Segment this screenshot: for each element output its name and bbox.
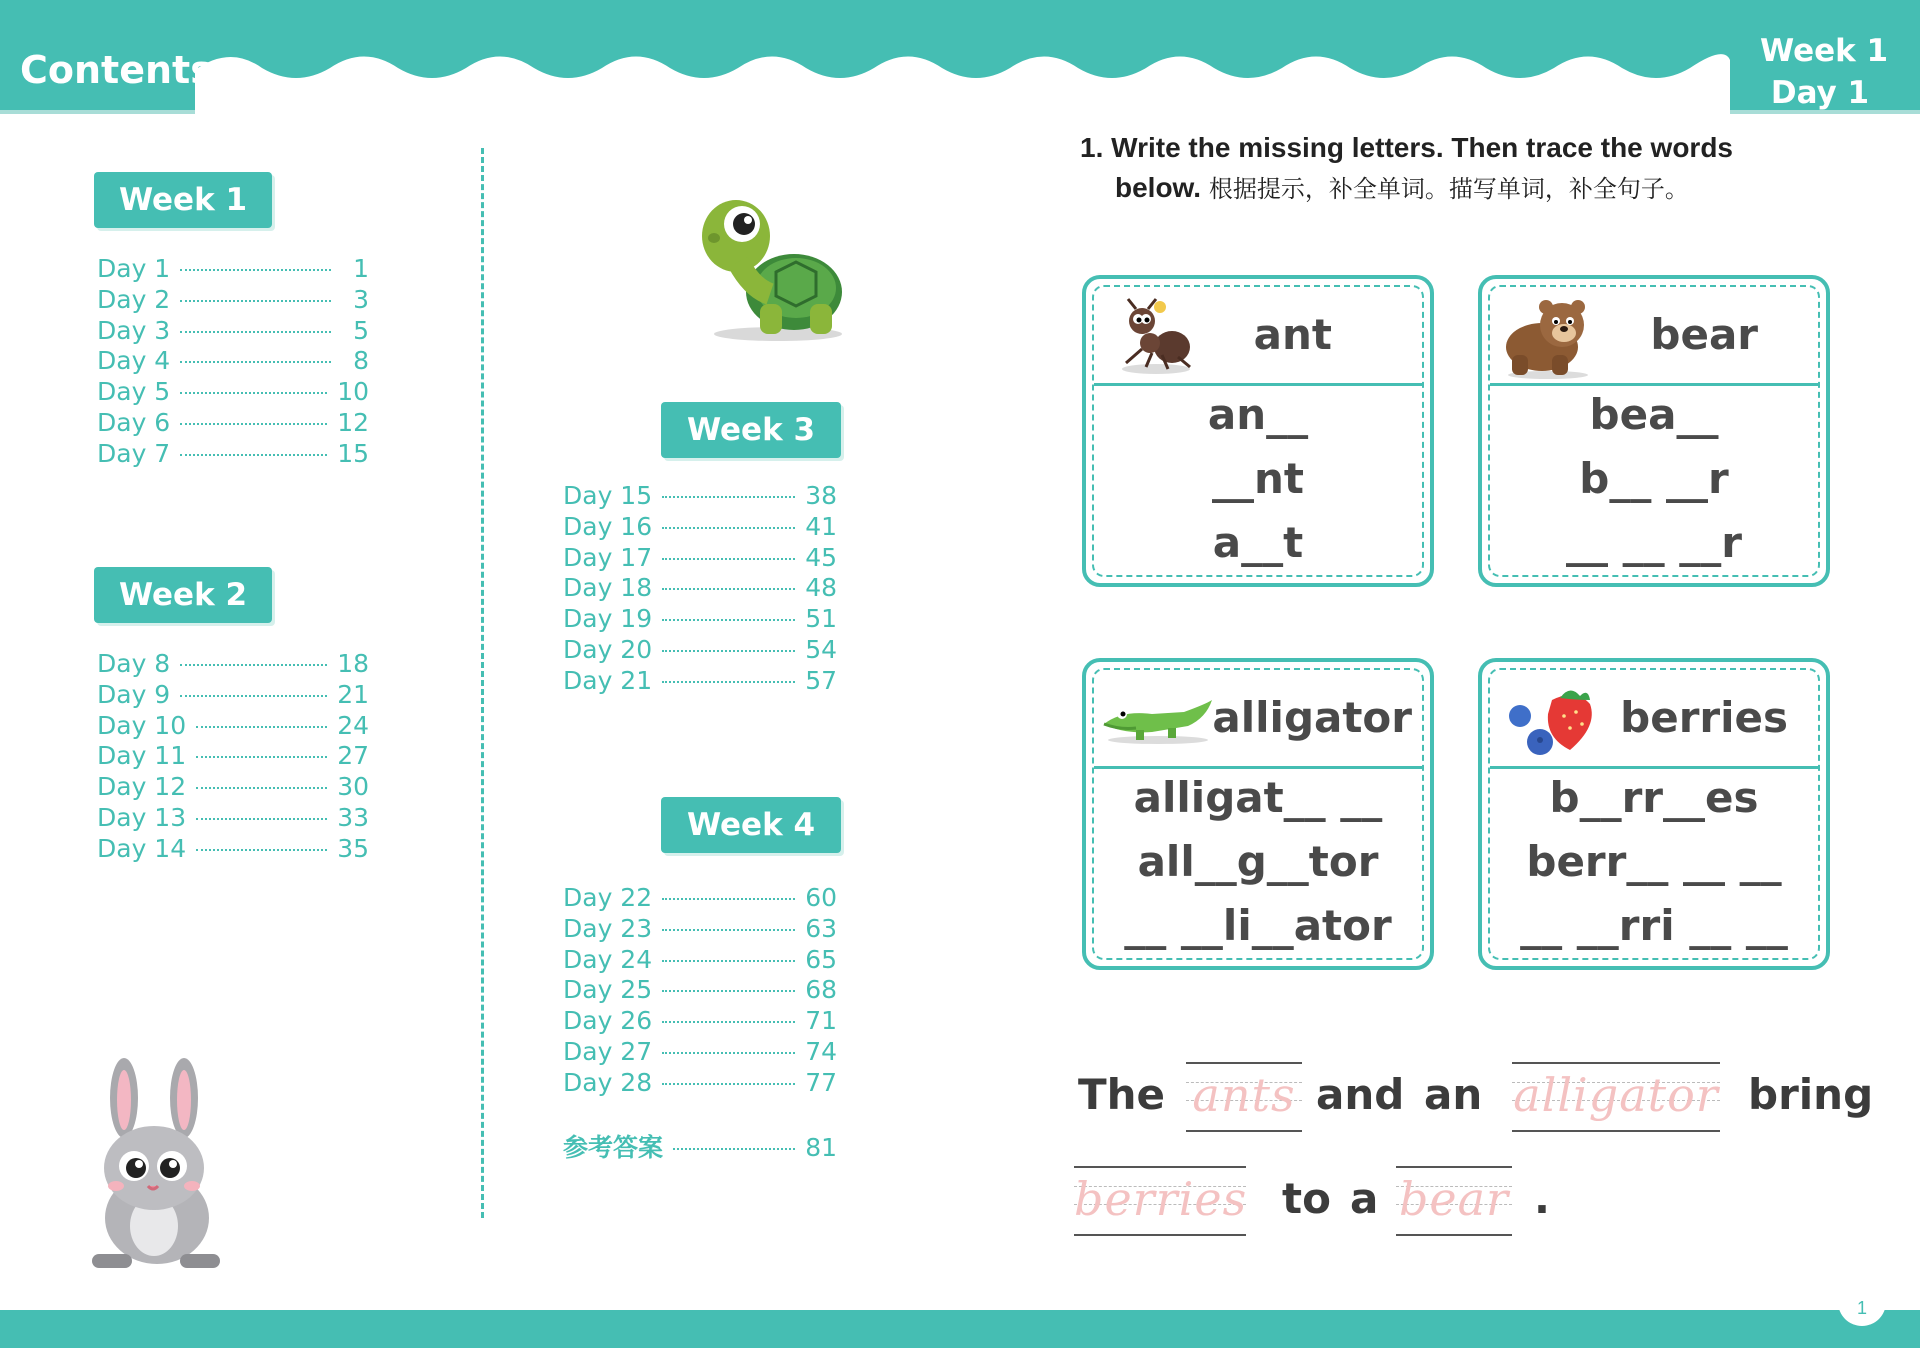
ant-icon — [1112, 297, 1202, 375]
toc-row[interactable] — [97, 439, 369, 470]
toc-leader — [662, 1021, 795, 1023]
sentence-word: and — [1316, 1070, 1405, 1119]
toc-day: Day 22 — [563, 883, 653, 912]
day-tag: Day 1 — [1770, 75, 1870, 111]
toc-page: 27 — [337, 741, 369, 771]
card-body — [1094, 383, 1422, 575]
sentence-word: to — [1282, 1174, 1331, 1223]
toc-day: Day 8 — [97, 649, 171, 678]
toc-row[interactable] — [563, 945, 837, 976]
toc-leader — [662, 1052, 795, 1054]
trace-blank[interactable] — [1512, 1062, 1720, 1132]
week4-list — [563, 883, 837, 1099]
toc-row[interactable] — [563, 604, 837, 635]
toc-page: 24 — [337, 710, 369, 740]
toc-page: 12 — [337, 407, 369, 437]
week1-list — [97, 254, 369, 470]
toc-leader — [662, 527, 795, 529]
toc-page: 35 — [337, 833, 369, 863]
instruction-text-2: below. — [1115, 172, 1202, 203]
toc-leader — [662, 558, 795, 560]
toc-page: 15 — [337, 438, 369, 468]
toc-page: 57 — [805, 665, 837, 695]
toc-day: Day 23 — [563, 913, 653, 943]
page-number: 1 — [1838, 1290, 1886, 1326]
fill-in-line[interactable]: a__t — [1212, 518, 1304, 567]
toc-page: 41 — [805, 511, 837, 541]
word-card-alligator — [1082, 658, 1434, 970]
toc-leader — [196, 849, 327, 851]
toc-row[interactable] — [563, 975, 837, 1006]
toc-page: 71 — [805, 1006, 837, 1036]
fill-in-line[interactable]: __ __rri __ __ — [1520, 901, 1788, 950]
toc-day: Day 14 — [97, 833, 187, 863]
toc-page: 45 — [805, 542, 837, 572]
week-day-tag — [1760, 30, 1889, 114]
toc-row[interactable] — [97, 649, 369, 680]
toc-page: 65 — [805, 944, 837, 974]
toc-row[interactable] — [97, 680, 369, 711]
toc-row[interactable] — [97, 316, 369, 347]
toc-day: Day 4 — [97, 346, 171, 376]
toc-page: 81 — [805, 1133, 837, 1162]
trace-blank[interactable] — [1074, 1166, 1246, 1236]
week-tag: Week 1 — [1760, 33, 1889, 69]
fill-in-line[interactable]: berr__ __ __ — [1526, 837, 1782, 886]
fill-in-line[interactable]: __nt — [1212, 454, 1304, 503]
toc-leader — [662, 496, 795, 498]
toc-row[interactable] — [97, 346, 369, 377]
toc-row[interactable] — [97, 803, 369, 834]
toc-page: 33 — [337, 802, 369, 832]
card-header — [1094, 670, 1422, 769]
card-frame — [1092, 668, 1424, 960]
toc-page: 18 — [337, 649, 369, 678]
week4-label: Week 4 — [661, 797, 841, 853]
toc-row[interactable] — [97, 772, 369, 803]
toc-page: 68 — [805, 975, 837, 1005]
toc-answers-label: 参考答案 — [563, 1133, 664, 1162]
exercise-number: 1. — [1080, 132, 1104, 163]
toc-day: Day 11 — [97, 741, 187, 771]
toc-row-answers[interactable] — [563, 1128, 837, 1162]
sentence-period: . — [1534, 1174, 1550, 1223]
instruction-text-cn: 根据提示，补全单词。描写单词，补全句子。 — [1208, 176, 1689, 203]
bear-icon — [1502, 295, 1598, 379]
toc-day: Day 17 — [563, 542, 653, 572]
toc-day: Day 16 — [563, 511, 653, 541]
toc-row[interactable] — [97, 408, 369, 439]
toc-leader — [662, 990, 795, 992]
toc-row[interactable] — [97, 834, 369, 865]
toc-page: 3 — [353, 284, 369, 314]
card-header — [1490, 670, 1818, 769]
header-band — [0, 0, 1920, 120]
toc-leader — [196, 787, 327, 789]
toc-page: 21 — [337, 679, 369, 709]
toc-row[interactable] — [563, 914, 837, 945]
toc-leader — [196, 818, 327, 820]
toc-page: 60 — [805, 883, 837, 912]
fill-in-line[interactable]: b__ __r — [1579, 454, 1729, 503]
toc-row[interactable] — [97, 285, 369, 316]
toc-day: Day 18 — [563, 573, 653, 603]
toc-page: 5 — [353, 315, 369, 345]
toc-row[interactable] — [563, 1068, 837, 1099]
toc-leader — [662, 929, 795, 931]
card-body — [1094, 766, 1422, 958]
rabbit-icon — [92, 1058, 222, 1270]
toc-page: 74 — [805, 1036, 837, 1066]
word-card-ant — [1082, 275, 1434, 587]
toc-day: Day 24 — [563, 944, 653, 974]
card-header — [1094, 287, 1422, 386]
answers-list — [563, 1128, 837, 1162]
toc-page: 63 — [805, 913, 837, 943]
toc-row[interactable] — [563, 512, 837, 543]
trace-word: berries — [1074, 1172, 1248, 1226]
toc-leader — [662, 1083, 795, 1085]
toc-page: 8 — [353, 346, 369, 376]
toc-leader — [662, 619, 795, 621]
turtle-icon — [700, 192, 848, 342]
exercise-instruction — [1080, 128, 1840, 210]
toc-leader — [662, 650, 795, 652]
fill-in-line[interactable]: an__ — [1207, 390, 1309, 439]
week2-list — [97, 649, 369, 865]
card-word: bear — [1650, 310, 1758, 359]
toc-day: Day 9 — [97, 679, 171, 709]
toc-day: Day 21 — [563, 665, 653, 695]
toc-leader — [196, 756, 327, 758]
toc-leader — [180, 300, 331, 302]
toc-leader — [180, 664, 327, 666]
toc-day: Day 25 — [563, 975, 653, 1005]
word-card-berries — [1478, 658, 1830, 970]
sentence-word: a — [1350, 1174, 1379, 1223]
toc-row[interactable] — [97, 741, 369, 772]
sentence-word: an — [1424, 1070, 1483, 1119]
fill-in-line[interactable]: __ __li__ator — [1124, 901, 1392, 950]
toc-leader — [662, 588, 795, 590]
toc-leader — [180, 392, 327, 394]
toc-leader — [180, 695, 327, 697]
toc-day: Day 13 — [97, 802, 187, 832]
toc-leader — [662, 681, 795, 683]
toc-leader — [180, 361, 331, 363]
trace-word: ants — [1192, 1068, 1296, 1122]
fill-in-line[interactable]: b__rr__es — [1549, 773, 1759, 822]
toc-leader — [180, 269, 331, 271]
toc-day: Day 19 — [563, 604, 653, 634]
toc-leader — [180, 331, 331, 333]
trace-word: alligator — [1513, 1068, 1719, 1122]
toc-row[interactable] — [563, 573, 837, 604]
footer-band — [0, 1310, 1920, 1348]
card-frame — [1488, 285, 1820, 577]
toc-day: Day 5 — [97, 377, 171, 407]
alligator-icon — [1102, 696, 1214, 746]
toc-row[interactable] — [563, 1037, 837, 1068]
week1-label: Week 1 — [94, 172, 272, 228]
toc-day: Day 20 — [563, 634, 653, 664]
toc-page: 48 — [805, 573, 837, 603]
toc-row[interactable] — [97, 254, 369, 285]
week2-label: Week 2 — [94, 567, 272, 623]
toc-row[interactable] — [97, 711, 369, 742]
toc-day: Day 3 — [97, 315, 171, 345]
toc-page: 1 — [353, 254, 369, 283]
toc-page: 38 — [805, 481, 837, 510]
card-header — [1490, 287, 1818, 386]
card-frame — [1488, 668, 1820, 960]
fill-in-line[interactable]: bea__ — [1589, 390, 1719, 439]
toc-row[interactable] — [563, 635, 837, 666]
toc-day: Day 15 — [563, 481, 653, 510]
toc-page: 30 — [337, 772, 369, 802]
trace-word: bear — [1398, 1172, 1510, 1226]
toc-row[interactable] — [563, 481, 837, 512]
fill-in-line[interactable]: alligat__ __ — [1133, 773, 1383, 822]
toc-day: Day 10 — [97, 710, 187, 740]
toc-row[interactable] — [563, 883, 837, 914]
card-body — [1490, 383, 1818, 575]
column-divider — [481, 148, 484, 1218]
word-card-bear — [1478, 275, 1830, 587]
instruction-text-1: Write the missing letters. Then trace the words — [1111, 132, 1733, 163]
fill-in-line[interactable]: all__g__tor — [1137, 837, 1379, 886]
toc-leader — [662, 898, 795, 900]
toc-leader — [180, 423, 327, 425]
trace-blank[interactable] — [1396, 1166, 1512, 1236]
toc-day: Day 6 — [97, 407, 171, 437]
week3-label: Week 3 — [661, 402, 841, 458]
toc-row[interactable] — [563, 1006, 837, 1037]
toc-row[interactable] — [97, 377, 369, 408]
toc-page: 51 — [805, 604, 837, 634]
contents-title: Contents — [20, 48, 213, 92]
berries-icon — [1506, 680, 1602, 760]
card-body — [1490, 766, 1818, 958]
toc-day: Day 1 — [97, 254, 171, 283]
week3-list — [563, 481, 837, 697]
toc-leader — [673, 1148, 795, 1150]
toc-page: 77 — [805, 1067, 837, 1097]
toc-day: Day 12 — [97, 772, 187, 802]
toc-leader — [196, 726, 327, 728]
toc-row[interactable] — [563, 543, 837, 574]
toc-day: Day 26 — [563, 1006, 653, 1036]
card-word: ant — [1253, 310, 1332, 359]
card-word: alligator — [1212, 693, 1412, 742]
toc-page: 54 — [805, 634, 837, 664]
toc-leader — [662, 960, 795, 962]
toc-page: 10 — [337, 377, 369, 407]
sentence-word: bring — [1748, 1070, 1874, 1119]
sentence-word: The — [1078, 1070, 1166, 1119]
toc-day: Day 28 — [563, 1067, 653, 1097]
toc-leader — [180, 454, 327, 456]
toc-day: Day 7 — [97, 438, 171, 468]
card-frame — [1092, 285, 1424, 577]
toc-day: Day 27 — [563, 1036, 653, 1066]
trace-blank[interactable] — [1186, 1062, 1302, 1132]
fill-in-line[interactable]: __ __ __r — [1566, 518, 1742, 567]
card-word: berries — [1620, 693, 1788, 742]
toc-row[interactable] — [563, 666, 837, 697]
toc-day: Day 2 — [97, 284, 171, 314]
